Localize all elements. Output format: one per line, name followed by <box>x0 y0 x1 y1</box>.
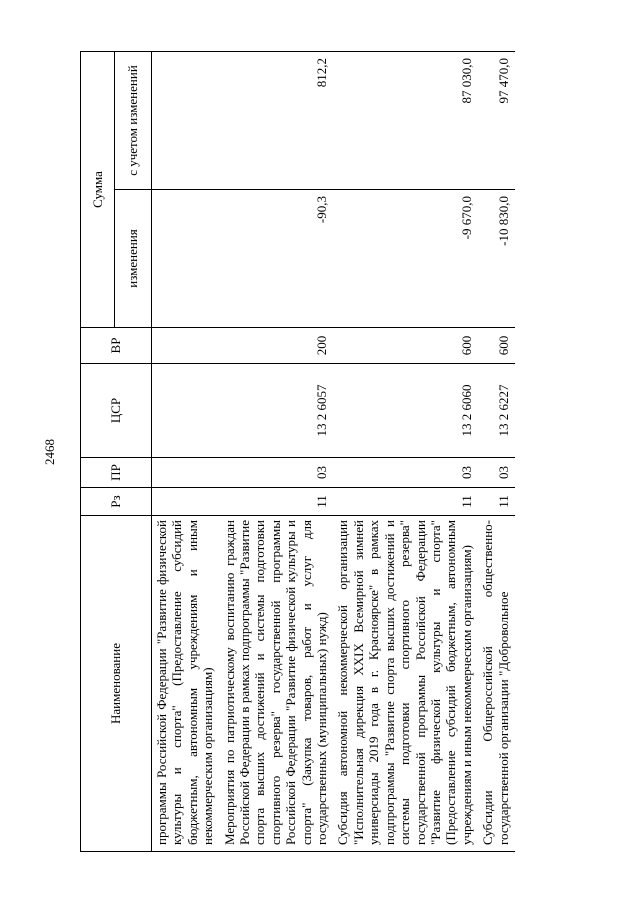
row-change: -10 830,0 <box>478 190 515 328</box>
row-vr: 200 <box>220 328 334 364</box>
row-pr: 03 <box>333 458 478 488</box>
row-csr <box>152 364 220 458</box>
row-rz: 11 <box>220 488 334 516</box>
budget-table <box>80 51 515 852</box>
budget-table-page <box>80 52 640 852</box>
header-pr: ПР <box>81 458 152 488</box>
row-name: Субсидия автономной некоммерческой организации "Исполнительная дирекция XXIX Всемирной зимней универсиады 2019 года в г. Красноярске" в рамках подпрограммы "Развитие спорта высших достижений и системы подготовки спортивного резерва" государственной программы Российской Федерации "Развитие физической культуры и спорта" (Предоставление субсидий бюджетным, автономным учреждениям и иным некоммерческим организациям) <box>333 516 478 852</box>
row-with-changes <box>152 52 220 190</box>
row-with-changes: 812,2 <box>220 52 334 190</box>
header-sum: Сумма <box>81 52 115 328</box>
row-pr <box>152 458 220 488</box>
row-vr <box>152 328 220 364</box>
row-with-changes: 87 030,0 <box>333 52 478 190</box>
table-row <box>152 52 220 852</box>
header-name: Наименование <box>81 516 152 852</box>
row-csr: 13 2 6057 <box>220 364 334 458</box>
row-vr: 600 <box>333 328 478 364</box>
row-csr: 13 2 6227 <box>478 364 515 458</box>
row-with-changes: 97 470,0 <box>478 52 515 190</box>
table-body <box>152 52 515 852</box>
header-vr: ВР <box>81 328 152 364</box>
row-pr: 03 <box>478 458 515 488</box>
table-row <box>333 52 478 852</box>
row-name: Субсидии Общероссийской общественно-государственной организации "Добровольное <box>478 516 515 852</box>
header-change: изменения <box>115 190 152 328</box>
header-rz: Рз <box>81 488 152 516</box>
row-change <box>152 190 220 328</box>
header-csr: ЦСР <box>81 364 152 458</box>
table-row <box>220 52 334 852</box>
page-number: 2468 <box>42 439 57 465</box>
row-csr: 13 2 6060 <box>333 364 478 458</box>
table-header <box>81 52 152 852</box>
row-name: Мероприятия по патриотическому воспитанию граждан Российской Федерации в рамках подпрограммы "Развитие спорта высших достижений и системы подготовки спортивного резерва" государственной программы Российской Федерации "Развитие физической культуры и спорта" (Закупка товаров, работ и услуг для государственных (муниципальных) нужд) <box>220 516 334 852</box>
table-row <box>478 52 515 852</box>
row-change: -90,3 <box>220 190 334 328</box>
row-name: программы Российской Федерации "Развитие физической культуры и спорта" (Предоставление субсидий бюджетным, автономным учреждениям и иным некоммерческим организациям) <box>152 516 220 852</box>
row-rz <box>152 488 220 516</box>
header-with-changes: с учетом изменений <box>115 52 152 190</box>
row-rz: 11 <box>478 488 515 516</box>
row-pr: 03 <box>220 458 334 488</box>
row-vr: 600 <box>478 328 515 364</box>
row-change: -9 670,0 <box>333 190 478 328</box>
row-rz: 11 <box>333 488 478 516</box>
